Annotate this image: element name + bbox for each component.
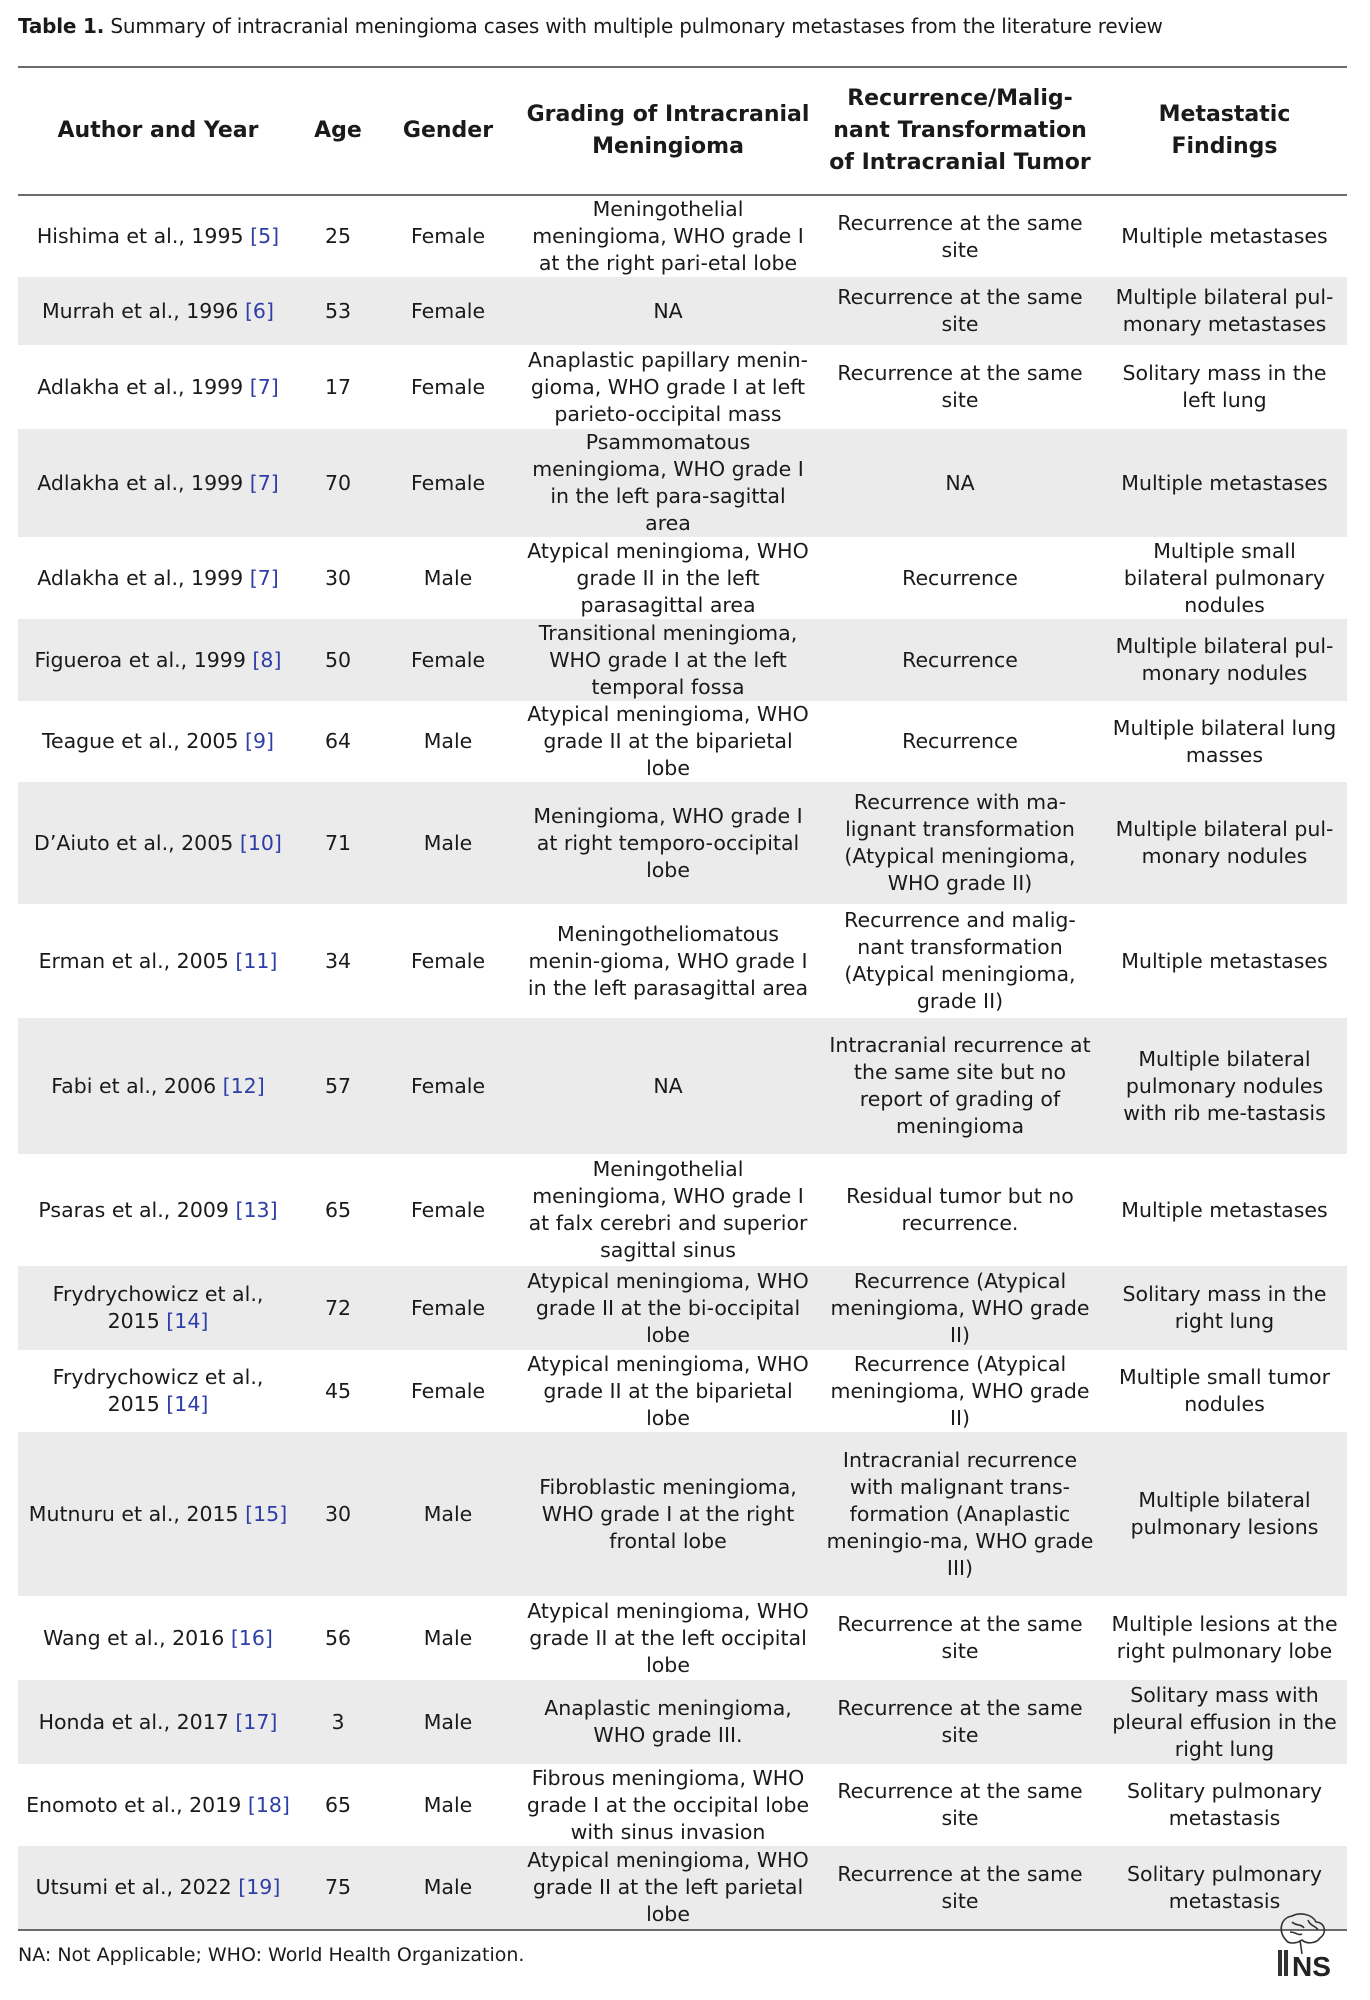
cell-age: 50	[298, 619, 378, 701]
cell-gender: Male	[378, 782, 518, 904]
cell-grading: Anaplastic papillary menin-gioma, WHO grade I at left parieto-occipital mass	[527, 347, 809, 426]
table-row	[18, 701, 1347, 782]
author-text: Teague et al., 2005	[41, 729, 239, 753]
cell-author-year	[18, 1846, 298, 1930]
header-gender: Gender	[378, 67, 518, 195]
cell-metastatic-findings: Solitary pulmonary metastasis	[1102, 1846, 1347, 1930]
cell-recurrence: Recurrence at the same site	[837, 1779, 1083, 1830]
cell-grading: Atypical meningioma, WHO grade II at the biparietal lobe	[527, 1351, 809, 1430]
author-text: Adlakha et al., 1999	[37, 565, 244, 590]
table-row	[18, 1596, 1347, 1680]
cell-age: 53	[298, 277, 378, 345]
table-row	[18, 1764, 1347, 1846]
table-row	[18, 1154, 1347, 1266]
cell-age: 3	[298, 1680, 378, 1764]
cell-author-year	[18, 1266, 298, 1350]
cell-recurrence: Recurrence and malig-nant transformation (Atypical meningioma, grade II)	[844, 908, 1076, 1013]
cell-gender: Female	[410, 224, 486, 248]
header-metastatic-findings: Metastatic Findings	[1102, 67, 1347, 195]
cell-metastatic-findings: Solitary mass with pleural effusion in the right lung	[1102, 1680, 1347, 1764]
cell-gender: Male	[423, 565, 473, 590]
cell-grading: Meningioma, WHO grade I at right temporo-occipital lobe	[518, 782, 818, 904]
table-row	[18, 1680, 1347, 1764]
author-text: Frydrychowicz et al., 2015	[52, 1365, 264, 1416]
cell-author-year	[18, 195, 298, 277]
table-row	[18, 1846, 1347, 1930]
cell-grading: Atypical meningioma, WHO grade II at the biparietal lobe	[527, 702, 809, 780]
cell-recurrence: Recurrence with ma-lignant transformation (Atypical meningioma, WHO grade II)	[818, 782, 1102, 904]
cell-metastatic-findings: Multiple metastases	[1121, 224, 1328, 248]
author-text: Mutnuru et al., 2015	[28, 1501, 239, 1526]
cell-recurrence: Recurrence (Atypical meningioma, WHO grade II)	[818, 1266, 1102, 1350]
summary-table-container	[18, 66, 1347, 1931]
cell-age: 30	[324, 565, 352, 590]
caption-label: Table 1.	[18, 14, 105, 38]
table-row	[18, 195, 1347, 277]
cell-recurrence: NA	[818, 429, 1102, 537]
cell-age: 65	[324, 1792, 352, 1817]
cell-recurrence: Intracranial recurrence at the same site but no report of grading of meningioma	[818, 1018, 1102, 1154]
cell-age: 75	[298, 1846, 378, 1930]
cell-recurrence: Recurrence	[902, 565, 1018, 590]
reference-link[interactable]: [7]	[249, 565, 279, 590]
cell-grading: Fibrous meningioma, WHO grade I at the occipital lobe with sinus invasion	[526, 1765, 810, 1844]
table-row	[18, 904, 1347, 1018]
cell-age: 72	[298, 1266, 378, 1350]
reference-link[interactable]: [13]	[235, 1197, 278, 1222]
cell-age: 71	[298, 782, 378, 904]
author-text: Wang et al., 2016	[43, 1625, 225, 1650]
cell-author-year	[18, 1154, 298, 1266]
cell-author-year	[18, 782, 298, 904]
table-row	[18, 537, 1347, 619]
reference-link[interactable]: [11]	[235, 948, 278, 973]
cell-author-year	[18, 1018, 298, 1154]
reference-link[interactable]: [14]	[166, 1309, 209, 1333]
table-row	[18, 277, 1347, 345]
author-text: Enomoto et al., 2019	[26, 1792, 242, 1817]
cell-age: 57	[298, 1018, 378, 1154]
cell-metastatic-findings: Solitary mass in the left lung	[1122, 361, 1327, 412]
cell-author-year	[18, 537, 298, 619]
reference-link[interactable]: [15]	[245, 1501, 288, 1526]
cell-recurrence: Recurrence at the same site	[818, 1680, 1102, 1764]
cell-recurrence: Recurrence at the same site	[837, 210, 1083, 262]
cell-metastatic-findings: Multiple bilateral pulmonary lesions	[1102, 1432, 1347, 1596]
reference-link[interactable]: [9]	[244, 729, 275, 753]
reference-link[interactable]: [18]	[247, 1792, 290, 1817]
reference-link[interactable]: [17]	[235, 1709, 278, 1734]
author-text: Hishima et al., 1995	[36, 224, 244, 248]
cell-metastatic-findings: Multiple metastases	[1121, 948, 1328, 973]
cell-author-year	[18, 1596, 298, 1680]
cell-metastatic-findings: Multiple small bilateral pulmonary nodules	[1123, 538, 1326, 617]
cell-recurrence: Recurrence at the same site	[818, 277, 1102, 345]
cell-author-year	[18, 1350, 298, 1432]
cell-author-year	[18, 619, 298, 701]
reference-link[interactable]: [5]	[250, 224, 280, 248]
cell-grading: Anaplastic meningioma, WHO grade III.	[518, 1680, 818, 1764]
cell-age: 64	[324, 729, 352, 753]
cell-recurrence: Intracranial recurrence with malignant trans-formation (Anaplastic meningio-ma, WHO grade III)	[818, 1432, 1102, 1596]
reference-link[interactable]: [12]	[222, 1073, 265, 1098]
summary-table	[18, 66, 1347, 1931]
cell-metastatic-findings: Solitary mass in the right lung	[1102, 1266, 1347, 1350]
table-row	[18, 619, 1347, 701]
cell-age: 17	[324, 374, 352, 399]
cell-metastatic-findings: Multiple small tumor nodules	[1118, 1365, 1331, 1416]
cell-author-year	[18, 345, 298, 429]
reference-link[interactable]: [19]	[238, 1875, 281, 1899]
reference-link[interactable]: [7]	[249, 374, 279, 399]
cell-grading: Meningothelial meningioma, WHO grade I at the right pari-etal lobe	[532, 197, 804, 275]
cell-grading: NA	[518, 1018, 818, 1154]
cell-recurrence: Residual tumor but no recurrence.	[846, 1184, 1074, 1235]
cell-grading: Meningothelial meningioma, WHO grade I at falx cerebri and superior sagittal sinus	[528, 1157, 808, 1262]
cell-grading: Fibroblastic meningioma, WHO grade I at the right frontal lobe	[518, 1432, 818, 1596]
cell-metastatic-findings: Multiple bilateral pul-monary nodules	[1102, 782, 1347, 904]
cell-gender: Male	[423, 1792, 473, 1817]
cell-grading: Atypical meningioma, WHO grade II in the left parasagittal area	[527, 538, 809, 617]
author-text: Murrah et al., 1996	[42, 298, 239, 323]
cell-gender: Female	[378, 429, 518, 537]
cell-grading: Atypical meningioma, WHO grade II at the bi-occipital lobe	[518, 1266, 818, 1350]
cell-age: 30	[298, 1432, 378, 1596]
table-row	[18, 1350, 1347, 1432]
cell-metastatic-findings: Solitary pulmonary metastasis	[1127, 1779, 1322, 1830]
cell-metastatic-findings: Multiple metastases	[1102, 429, 1347, 537]
reference-link[interactable]: [6]	[244, 298, 274, 323]
table-header	[18, 67, 1347, 195]
cell-age: 56	[324, 1625, 352, 1650]
cell-gender: Female	[378, 1018, 518, 1154]
cell-metastatic-findings: Multiple bilateral pulmonary nodules with rib me-tastasis	[1102, 1018, 1347, 1154]
table-row	[18, 1432, 1347, 1596]
jns-logo	[1272, 1910, 1350, 1982]
cell-age: 34	[324, 948, 352, 973]
reference-link[interactable]: [14]	[166, 1392, 209, 1416]
cell-author-year	[18, 277, 298, 345]
cell-grading: Atypical meningioma, WHO grade II at the left occipital lobe	[527, 1598, 809, 1677]
cell-gender: Male	[423, 1625, 473, 1650]
author-text: Adlakha et al., 1999	[37, 470, 244, 495]
cell-metastatic-findings: Multiple metastases	[1121, 1197, 1328, 1222]
cell-age: 45	[324, 1378, 352, 1403]
cell-metastatic-findings: Multiple bilateral lung masses	[1112, 715, 1337, 767]
table-body	[18, 195, 1347, 1930]
table-row	[18, 345, 1347, 429]
author-text: Frydrychowicz et al., 2015	[52, 1282, 264, 1333]
cell-recurrence: Recurrence	[902, 729, 1018, 753]
cell-gender: Male	[378, 1432, 518, 1596]
caption-text: Summary of intracranial meningioma cases with multiple pulmonary metastases from the literature review	[110, 14, 1163, 38]
cell-recurrence: Recurrence	[818, 619, 1102, 701]
cell-recurrence: Recurrence at the same site	[818, 1846, 1102, 1930]
author-text: Erman et al., 2005	[38, 948, 229, 973]
cell-author-year	[18, 1432, 298, 1596]
cell-gender: Female	[410, 1378, 486, 1403]
table-row	[18, 429, 1347, 537]
header-recurrence: Recurrence/Malig-nant Transformation of Intracranial Tumor	[818, 67, 1102, 195]
author-text: Figueroa et al., 1999	[34, 647, 246, 672]
table-row	[18, 1018, 1347, 1154]
header-author-year: Author and Year	[18, 67, 298, 195]
header-age: Age	[298, 67, 378, 195]
table-row	[18, 782, 1347, 904]
cell-author-year	[18, 429, 298, 537]
cell-grading: Atypical meningioma, WHO grade II at the left parietal lobe	[518, 1846, 818, 1930]
table-row	[18, 1266, 1347, 1350]
cell-grading: Meningotheliomatous menin-gioma, WHO grade I in the left parasagittal area	[527, 921, 809, 1000]
author-text: Psaras et al., 2009	[38, 1197, 229, 1222]
cell-grading: Transitional meningioma, WHO grade I at the left temporal fossa	[518, 619, 818, 701]
author-text: Utsumi et al., 2022	[35, 1875, 232, 1899]
table-footnote: NA: Not Applicable; WHO: World Health Organization.	[18, 1944, 525, 1966]
reference-link[interactable]: [16]	[230, 1625, 273, 1650]
cell-metastatic-findings: Multiple bilateral pul-monary nodules	[1102, 619, 1347, 701]
cell-gender: Female	[378, 619, 518, 701]
cell-grading: NA	[518, 277, 818, 345]
table-caption	[18, 12, 1348, 40]
author-text: Fabi et al., 2006	[51, 1073, 217, 1098]
cell-age: 25	[324, 224, 352, 248]
cell-gender: Male	[378, 1680, 518, 1764]
cell-metastatic-findings: Multiple bilateral pul-monary metastases	[1102, 277, 1347, 345]
cell-grading: Psammomatous meningioma, WHO grade I in the left para-sagittal area	[518, 429, 818, 537]
author-text: D’Aiuto et al., 2005	[34, 830, 234, 855]
cell-age: 70	[298, 429, 378, 537]
cell-recurrence: Recurrence at the same site	[837, 1612, 1083, 1663]
cell-gender: Male	[378, 1846, 518, 1930]
cell-recurrence: Recurrence (Atypical meningioma, WHO grade II)	[830, 1351, 1090, 1430]
cell-gender: Female	[410, 374, 486, 399]
cell-recurrence: Recurrence at the same site	[837, 361, 1083, 412]
cell-author-year	[18, 701, 298, 782]
svg-text:NS: NS	[1292, 1951, 1331, 1982]
header-grading: Grading of Intracranial Meningioma	[518, 67, 818, 195]
cell-gender: Female	[378, 1266, 518, 1350]
header-row	[18, 67, 1347, 195]
cell-metastatic-findings: Multiple lesions at the right pulmonary lobe	[1111, 1612, 1338, 1663]
author-text: Honda et al., 2017	[38, 1709, 229, 1734]
cell-author-year	[18, 1680, 298, 1764]
cell-age: 65	[324, 1197, 352, 1222]
reference-link[interactable]: [10]	[239, 830, 282, 855]
author-text: Adlakha et al., 1999	[37, 374, 244, 399]
reference-link[interactable]: [8]	[252, 647, 282, 672]
cell-gender: Male	[423, 729, 473, 753]
cell-gender: Female	[378, 277, 518, 345]
cell-author-year	[18, 1764, 298, 1846]
reference-link[interactable]: [7]	[249, 470, 279, 495]
cell-gender: Female	[410, 1197, 486, 1222]
cell-gender: Female	[410, 948, 486, 973]
cell-author-year	[18, 904, 298, 1018]
